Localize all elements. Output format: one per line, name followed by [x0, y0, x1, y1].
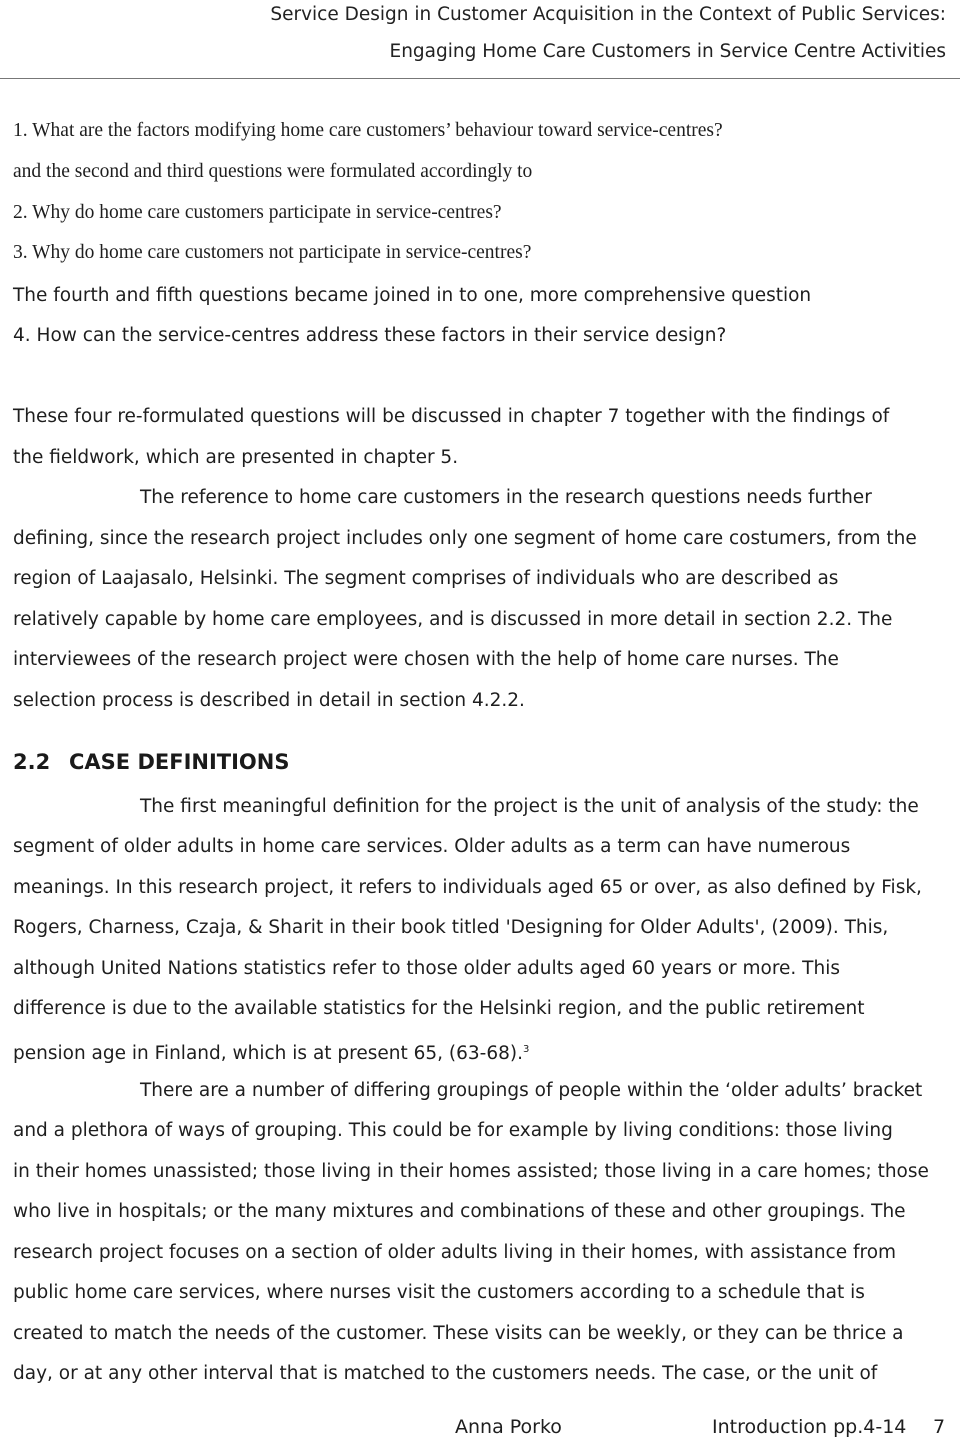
paragraph-2-line-6: selection process is described in detail in section 4.2.2. — [13, 690, 525, 711]
paragraph-4-line-7: created to match the needs of the customer. These visits can be weekly, or they can be thrice a — [13, 1323, 904, 1344]
footer-author: Anna Porko — [455, 1416, 562, 1438]
paragraph-2-line-2: defining, since the research project includes only one segment of home care costumers, from the — [13, 528, 917, 549]
paragraph-3-line-4: Rogers, Charness, Czaja, & Sharit in their book titled 'Designing for Older Adults', (2009). This, — [13, 917, 889, 938]
question-2: 2. Why do home care customers participate in service-centres? — [13, 202, 502, 223]
paragraph-3-line-5: although United Nations statistics refer to those older adults aged 60 years or more. This — [13, 958, 840, 979]
paragraph-3-line-3: meanings. In this research project, it refers to individuals aged 65 or over, as also defined by Fisk, — [13, 877, 922, 898]
paragraph-4-line-5: research project focuses on a section of older adults living in their homes, with assistance from — [13, 1242, 897, 1263]
footnote-reference: 3 — [523, 1044, 530, 1055]
paragraph-3-line-6: difference is due to the available statistics for the Helsinki region, and the public retirement — [13, 998, 865, 1019]
header-title-line2: Engaging Home Care Customers in Service Centre Activities — [389, 41, 946, 62]
paragraph-4-line-1: There are a number of differing groupings of people within the ‘older adults’ bracket — [140, 1080, 923, 1101]
paragraph-2-line-1: The reference to home care customers in the research questions needs further — [140, 487, 872, 508]
paragraph-2-line-5: interviewees of the research project were chosen with the help of home care nurses. The — [13, 649, 839, 670]
section-number: 2.2 — [13, 750, 51, 774]
question-3: 3. Why do home care customers not participate in service-centres? — [13, 242, 532, 263]
paragraph-4-line-4: who live in hospitals; or the many mixtures and combinations of these and other groupings. The — [13, 1201, 906, 1222]
paragraph-4-line-6: public home care services, where nurses visit the customers according to a schedule that is — [13, 1282, 865, 1303]
paragraph-4-line-8: day, or at any other interval that is matched to the customers needs. The case, or the unit of — [13, 1363, 878, 1384]
paragraph-1-line-1: These four re-formulated questions will be discussed in chapter 7 together with the findings of — [13, 406, 890, 427]
questions-intro-4: The fourth and fifth questions became joined in to one, more comprehensive question — [13, 285, 812, 306]
footer-section: Introduction pp.4-14 — [712, 1416, 907, 1438]
paragraph-1-line-2: the fieldwork, which are presented in chapter 5. — [13, 447, 459, 468]
paragraph-2-line-4: relatively capable by home care employees, and is discussed in more detail in section 2.2. The — [13, 609, 893, 630]
paragraph-2-line-3: region of Laajasalo, Helsinki. The segment comprises of individuals who are described as — [13, 568, 839, 589]
paragraph-4-line-2: and a plethora of ways of grouping. This could be for example by living conditions: those living — [13, 1120, 893, 1141]
paragraph-3-line-2: segment of older adults in home care services. Older adults as a term can have numerous — [13, 836, 851, 857]
paragraph-3-line-7-text: pension age in Finland, which is at present 65, (63-68). — [13, 1043, 523, 1064]
paragraph-3-line-1: The first meaningful definition for the project is the unit of analysis of the study: the — [140, 796, 919, 817]
paragraph-3-line-7 — [13, 1038, 529, 1066]
paragraph-4-line-3: in their homes unassisted; those living in their homes assisted; those living in a care homes; those — [13, 1161, 929, 1182]
page-header — [0, 0, 960, 79]
question-1: 1. What are the factors modifying home care customers’ behaviour toward service-centres? — [13, 120, 723, 141]
section-heading — [13, 750, 289, 774]
footer-page-number: 7 — [933, 1416, 946, 1438]
header-title-line1: Service Design in Customer Acquisition in the Context of Public Services: — [270, 4, 946, 25]
question-4: 4. How can the service-centres address these factors in their service design? — [13, 325, 727, 346]
section-title: CASE DEFINITIONS — [69, 750, 290, 774]
questions-intro-2-3: and the second and third questions were formulated accordingly to — [13, 161, 533, 182]
